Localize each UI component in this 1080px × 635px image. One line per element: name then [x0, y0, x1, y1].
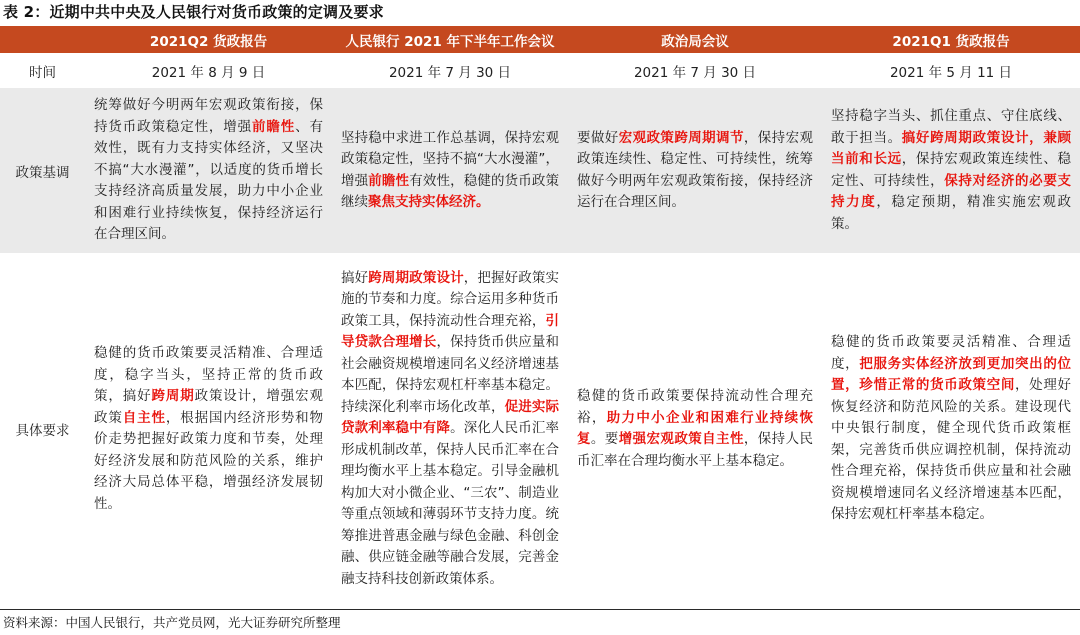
row-label-requirements: 具体要求: [15, 423, 70, 439]
policy-tone-text: 统筹做好今明两年宏观政策衔接，保持货币政策稳定性，增强前瞻性、有效性，既有力支持实体经济，又坚决不搞“大水漫灌”，以适度的货币增长支持经济高质量发展，助力中小企业和困难行业持续恢复，保持经济运行在合理区间。: [94, 97, 324, 243]
requirements-cell: [568, 253, 822, 605]
source-note: 资料来源：中国人民银行，共产党员网，光大证券研究所整理: [3, 615, 341, 630]
table-title: 表 2：近期中共中央及人民银行对货币政策的定调及要求: [3, 3, 384, 21]
requirements-text: 搞好跨周期政策设计，把握好政策实施的节奏和力度。综合运用多种货币政策工具，保持流动性合理充裕，引导贷款合理增长，保持货币供应量和社会融资规模增速同名义经济增速基本匹配，保持宏观杠杆率基本稳定。持续深化利率市场化改革，促进实际贷款利率稳中有降。深化人民币汇率形成机制改革，保持人民币汇率在合理均衡水平上基本稳定。引导金融机构加大对小微企业、“三农”、制造业等重点领域和薄弱环节支持力度。统筹推进普惠金融与绿色金融、科创金融、供应链金融等融合发展，完善金融支持科技创新政策体系。: [341, 269, 560, 587]
row-label-time: 时间: [29, 64, 56, 81]
date-cell: 2021 年 5 月 11 日: [889, 64, 1013, 81]
column-header-pboc-meeting: 人民银行 2021 年下半年工作会议: [332, 26, 568, 53]
requirements-text: 稳健的货币政策要灵活精准、合理适度，把服务实体经济放到更加突出的位置，珍惜正常的货币政策空间，处理好恢复经济和防范风险的关系。建设现代中央银行制度，健全现代货币政策框架，完善货币供应调控机制，保持流动性合理充裕，保持货币供应量和社会融资规模增速同名义经济增速基本匹配，保持宏观杠杆率基本稳定。: [831, 334, 1071, 523]
policy-tone-text: 坚持稳字当头、抓住重点、守住底线、敢于担当。搞好跨周期政策设计，兼顾当前和长远，保持宏观政策连续性、稳定性、可持续性，保持对经济的必要支持力度，稳定预期，精准实施宏观政策。: [831, 108, 1072, 232]
date-cell: 2021 年 7 月 30 日: [633, 64, 757, 81]
policy-tone-cell: [85, 88, 332, 253]
column-header-2021q1-report: 2021Q1 货政报告: [822, 26, 1080, 53]
requirements-cell: [85, 253, 332, 605]
policy-tone-cell: [332, 88, 568, 253]
row-label-policy-tone: 政策基调: [0, 88, 85, 253]
requirements-cell: [332, 253, 568, 605]
requirements-text: 稳健的货币政策要灵活精准、合理适度，稳字当头，坚持正常的货币政策，搞好跨周期政策设计，增强宏观政策自主性，根据国内经济形势和物价走势把握好政策力度和节奏，处理好经济发展和防范风险的关系，维护经济大局总体平稳，增强经济发展韧性。: [94, 345, 324, 512]
column-header-2021q2-report: 2021Q2 货政报告: [85, 26, 332, 53]
policy-table: [0, 26, 1080, 605]
requirements-text: 稳健的货币政策要保持流动性合理充裕，助力中小企业和困难行业持续恢复。要增强宏观政策自主性，保持人民币汇率在合理均衡水平上基本稳定。: [577, 388, 814, 469]
header-corner-cell: [0, 26, 85, 53]
policy-tone-text: 要做好宏观政策跨周期调节，保持宏观政策连续性、稳定性、可持续性，统筹做好今明两年宏观政策衔接，保持经济运行在合理区间。: [577, 129, 813, 210]
table-bottom-rule: [0, 609, 1080, 610]
requirements-cell: [822, 253, 1080, 605]
policy-tone-text: 坚持稳中求进工作总基调，保持宏观政策稳定性，坚持不搞“大水漫灌”，增强前瞻性有效性，稳健的货币政策继续聚焦支持实体经济。: [341, 129, 560, 210]
date-cell: 2021 年 8 月 9 日: [151, 64, 266, 81]
policy-tone-cell: [822, 88, 1080, 253]
column-header-politburo-meeting: 政治局会议: [568, 26, 822, 53]
date-cell: 2021 年 7 月 30 日: [388, 64, 512, 81]
policy-tone-cell: [568, 88, 822, 253]
